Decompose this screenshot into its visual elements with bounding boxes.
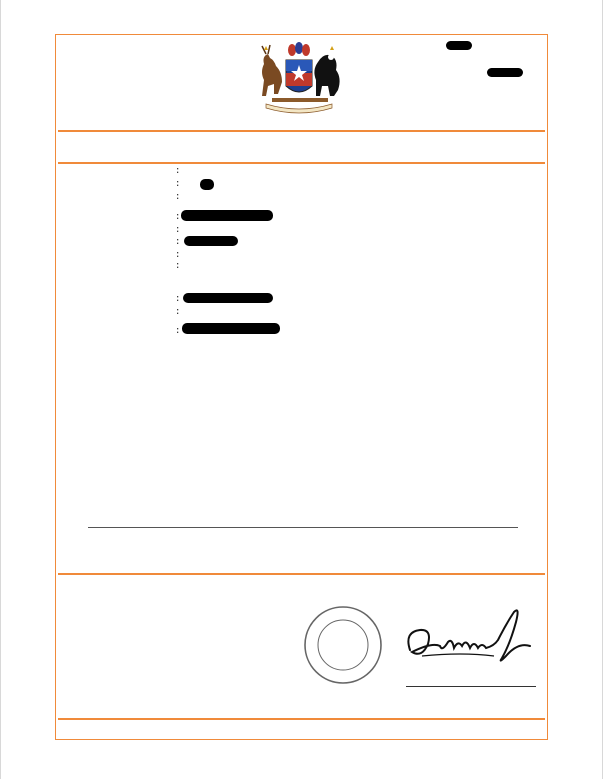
run-redaction — [181, 210, 273, 221]
colon: : — [175, 225, 181, 235]
barcode-icon — [462, 91, 544, 116]
hora-redaction — [184, 236, 238, 246]
redaction — [446, 41, 472, 50]
divider — [58, 130, 545, 132]
colon: : — [175, 294, 181, 304]
divider — [58, 718, 545, 720]
coat-of-arms-icon — [252, 42, 347, 117]
signature-icon — [402, 602, 542, 672]
folio — [446, 40, 472, 50]
colon: : — [175, 261, 181, 271]
colon: : — [175, 326, 181, 336]
colon: : — [175, 237, 181, 247]
run-padre-redaction — [183, 293, 273, 303]
divider — [58, 162, 545, 164]
official-stamp-icon — [302, 604, 384, 686]
verification-code — [487, 67, 523, 77]
redaction — [487, 68, 523, 77]
colon: : — [175, 250, 181, 260]
divider — [406, 686, 536, 687]
colon: : — [175, 192, 181, 202]
colon: : — [175, 212, 181, 222]
run-madre-redaction — [182, 323, 280, 334]
nro-inscripcion-value — [199, 179, 214, 190]
electronic-seal-barcode-icon — [98, 604, 182, 672]
colon: : — [175, 307, 181, 317]
divider — [88, 527, 518, 528]
redaction — [200, 179, 214, 190]
divider — [58, 573, 545, 575]
colon: : — [175, 166, 181, 176]
colon: : — [175, 179, 181, 189]
